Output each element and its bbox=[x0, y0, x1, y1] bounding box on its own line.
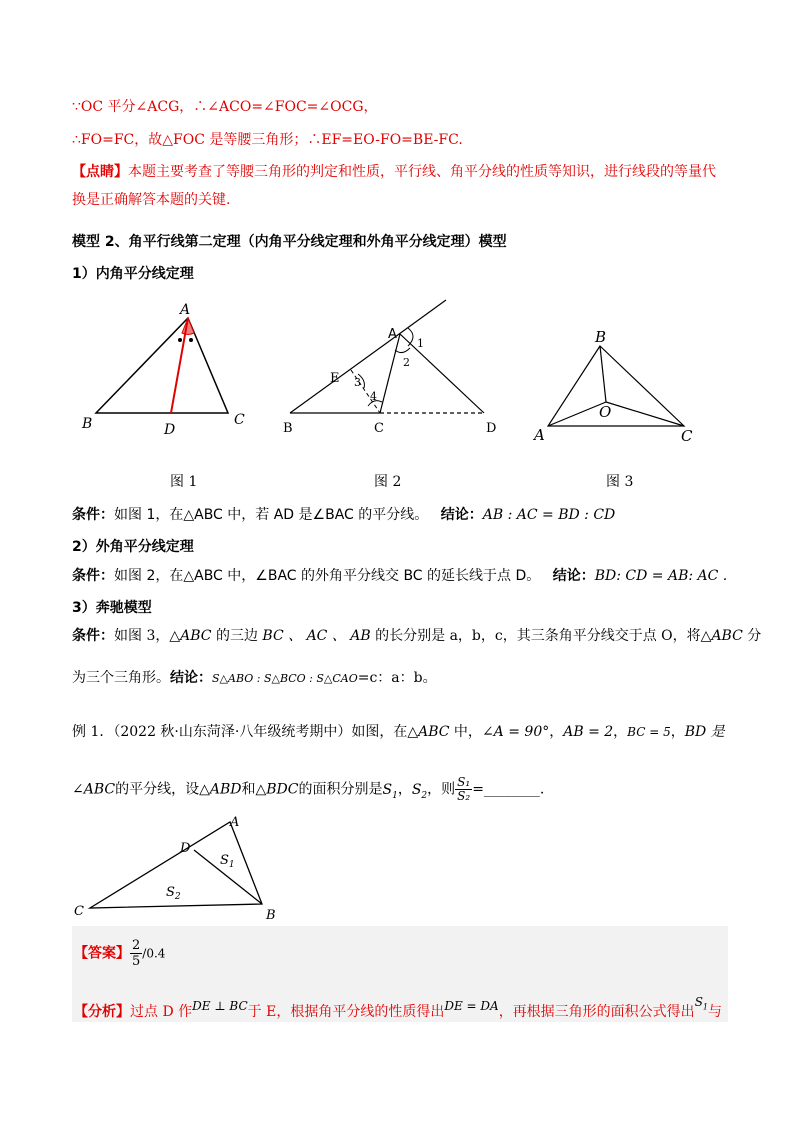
fig2-label-D: D bbox=[486, 421, 497, 436]
comment-text: 本题主要考查了等腰三角形的判定和性质，平行线、角平分线的性质等知识，进行线段的等量代 bbox=[128, 164, 716, 180]
fig2-label-E: E bbox=[330, 371, 340, 386]
fig3-segment-AO bbox=[548, 402, 606, 426]
cond3-text-c: 的长分别是 a，b，c，其三条角平分线交于点 O，将 bbox=[370, 628, 701, 644]
fig3-label-C: C bbox=[681, 427, 693, 445]
cond2-label: 条件： bbox=[72, 568, 114, 584]
example-mid: 中， bbox=[449, 724, 482, 740]
example-line-2: ∠ABC的平分线，设△ABD和△BDC的面积分别是$S_1$，$S_2$，则 $\frac{\text{S₁}}{\text{S₂}}$ =________. bbox=[72, 775, 545, 803]
example-bc: BC = 5 bbox=[627, 725, 671, 739]
example-text-c: 的面积分别是 bbox=[298, 781, 383, 798]
figure-3 bbox=[532, 328, 693, 445]
fig2-angle-4-label: 4 bbox=[370, 390, 377, 403]
fig1-label-A: A bbox=[180, 302, 191, 318]
fig1-caption: 图 1 bbox=[170, 474, 198, 490]
fig2-label-A: A bbox=[388, 327, 397, 342]
example-and: 和 bbox=[241, 781, 256, 798]
cond3-triangle-2: △ABC bbox=[700, 628, 743, 644]
example-fig-label-A: A bbox=[230, 815, 240, 830]
fig2-angle-1-arc bbox=[408, 328, 413, 346]
condition-1 bbox=[72, 505, 615, 525]
example-bdc: △BDC bbox=[255, 781, 299, 798]
cond3-ratio-value: =c：a：b。 bbox=[357, 670, 437, 686]
cond2-conclusion: BD: CD = AB: AC . bbox=[594, 568, 728, 584]
example-line-1: 例 1．（2022 秋·山东菏泽·八年级统考期中）如图，在△ABC 中，∠A = 90°，AB = 2，BC = 5，BD 是 bbox=[72, 724, 725, 740]
cond3-line2-text: 为三个三角形。 bbox=[72, 670, 170, 686]
analysis-text-2: 于 E，根据角平分线的性质得出 bbox=[247, 1004, 445, 1020]
fig3-label-B: B bbox=[595, 328, 607, 346]
fig2-segment-AD bbox=[400, 334, 484, 413]
cond3-conclusion-label: 结论： bbox=[170, 670, 212, 686]
comment-line-1 bbox=[72, 162, 716, 182]
example-s2: $S_2$ bbox=[411, 781, 428, 801]
example-fraction: $\frac{\text{S₁}}{\text{S₂}}$ bbox=[457, 775, 471, 803]
analysis-eq: DE = DA bbox=[444, 999, 499, 1013]
analysis-line bbox=[74, 992, 722, 1022]
condition-3-line-1 bbox=[72, 626, 761, 646]
answer-alt: /0.4 bbox=[142, 946, 166, 961]
fig1-dot-left bbox=[178, 338, 182, 342]
example-s1: $S_1$ bbox=[382, 781, 398, 801]
example-fig-label-B: B bbox=[266, 908, 276, 922]
example-fig-label-D: D bbox=[180, 841, 191, 856]
cond2-text: 如图 2，在△ABC 中，∠BAC 的外角平分线交 BC 的延长线于点 D。 bbox=[114, 568, 541, 584]
analysis-tag: 【分析】 bbox=[74, 1004, 130, 1020]
cond1-conclusion-label: 结论： bbox=[440, 507, 483, 523]
fig2-label-B: B bbox=[283, 421, 293, 436]
subheading-2: 2）外角平分线定理 bbox=[72, 539, 194, 555]
fig3-caption: 图 3 bbox=[606, 474, 634, 490]
fig3-label-A: A bbox=[534, 426, 545, 444]
cond1-conclusion: AB : AC = BD : CD bbox=[482, 507, 616, 523]
example-triangle: △ABC bbox=[407, 724, 450, 740]
analysis-perp: DE ⊥ BC bbox=[192, 999, 248, 1013]
analysis-text-3: ，再根据三角形的面积公式得出 bbox=[498, 1004, 695, 1020]
intro-line-1: ∵OC 平分∠ACG，∴∠ACO=∠FOC=∠OCG， bbox=[72, 99, 378, 115]
example-fig-label-S2: $S_2$ bbox=[166, 885, 181, 902]
fig1-triangle bbox=[96, 318, 228, 413]
analysis-text-4: 与 bbox=[708, 1004, 723, 1020]
comment-tag: 【点睛】 bbox=[72, 164, 128, 180]
analysis-s1: $S_1$ bbox=[694, 995, 709, 1012]
condition-3-line-2 bbox=[72, 668, 437, 689]
fig1-dot-right bbox=[189, 338, 193, 342]
fig1-label-B: B bbox=[82, 416, 93, 432]
example-bd: BD 是 bbox=[684, 724, 725, 740]
answer-fraction: $\frac{2}{5}$ bbox=[132, 938, 141, 969]
fig1-label-D: D bbox=[164, 422, 176, 438]
intro-line-2: ∴FO=FC，故△FOC 是等腰三角形；∴EF=EO-FO=BE-FC. bbox=[72, 132, 463, 148]
fig2-caption: 图 2 bbox=[374, 474, 402, 490]
fig2-label-C: C bbox=[374, 421, 384, 436]
figures-row bbox=[70, 298, 730, 458]
figure-1 bbox=[81, 302, 245, 438]
comment-line-2: 换是正确解答本题的关键. bbox=[72, 192, 231, 208]
answer-line bbox=[74, 938, 165, 969]
example-ab: AB = 2 bbox=[563, 724, 614, 740]
cond3-label: 条件： bbox=[72, 628, 114, 644]
fig1-label-C: C bbox=[234, 412, 245, 428]
subheading-1: 1）内角平分线定理 bbox=[72, 266, 194, 282]
fig2-angle-2-label: 2 bbox=[403, 356, 410, 369]
example-figure bbox=[70, 812, 300, 922]
example-abd: △ABD bbox=[199, 781, 242, 798]
analysis-text-1: 过点 D 作 bbox=[130, 1004, 193, 1020]
cond3-text-b: 的三边 bbox=[211, 628, 263, 644]
condition-2 bbox=[72, 566, 727, 586]
cond3-text-a: 如图 3， bbox=[114, 628, 170, 644]
fig3-segment-BO bbox=[600, 346, 606, 402]
cond3-sides: BC 、 AC 、 AB bbox=[262, 628, 371, 644]
answer-tag: 【答案】 bbox=[74, 945, 130, 962]
example-fig-label-S1: $S_1$ bbox=[220, 853, 235, 870]
fig2-angle-3-label: 3 bbox=[354, 376, 361, 389]
cond3-triangle: △ABC bbox=[169, 628, 212, 644]
example-angle: ∠A = 90° bbox=[481, 724, 550, 740]
example-eq: = bbox=[472, 781, 484, 798]
fig2-angle-1-label: 1 bbox=[417, 337, 424, 350]
fig3-triangle bbox=[548, 346, 684, 426]
example-text-b: 的平分线，设 bbox=[115, 781, 200, 798]
cond2-conclusion-label: 结论： bbox=[552, 568, 595, 584]
cond3-text-d: 分 bbox=[742, 628, 762, 644]
fig3-label-O: O bbox=[599, 403, 612, 421]
example-answer-blank: ________. bbox=[483, 781, 545, 798]
cond1-text: 如图 1，在△ABC 中，若 AD 是∠BAC 的平分线。 bbox=[114, 507, 429, 523]
cond3-ratio: S△ABO : S△BCO : S△CAO bbox=[212, 672, 358, 685]
figure-2 bbox=[283, 300, 496, 436]
subheading-3: 3）奔驰模型 bbox=[72, 600, 152, 616]
model-heading: 模型 2、角平行线第二定理（内角平分线定理和外角平分线定理）模型 bbox=[72, 234, 507, 250]
example-then: ，则 bbox=[427, 781, 456, 798]
fig3-segment-CO bbox=[606, 402, 684, 426]
example-prefix: 例 1．（2022 秋·山东菏泽·八年级统考期中）如图，在 bbox=[72, 724, 408, 740]
cond1-label: 条件： bbox=[72, 507, 114, 523]
fig2-angle-2-arc bbox=[395, 348, 410, 353]
example-angle-abc: ∠ABC bbox=[72, 781, 116, 798]
example-fig-label-C: C bbox=[74, 904, 84, 919]
